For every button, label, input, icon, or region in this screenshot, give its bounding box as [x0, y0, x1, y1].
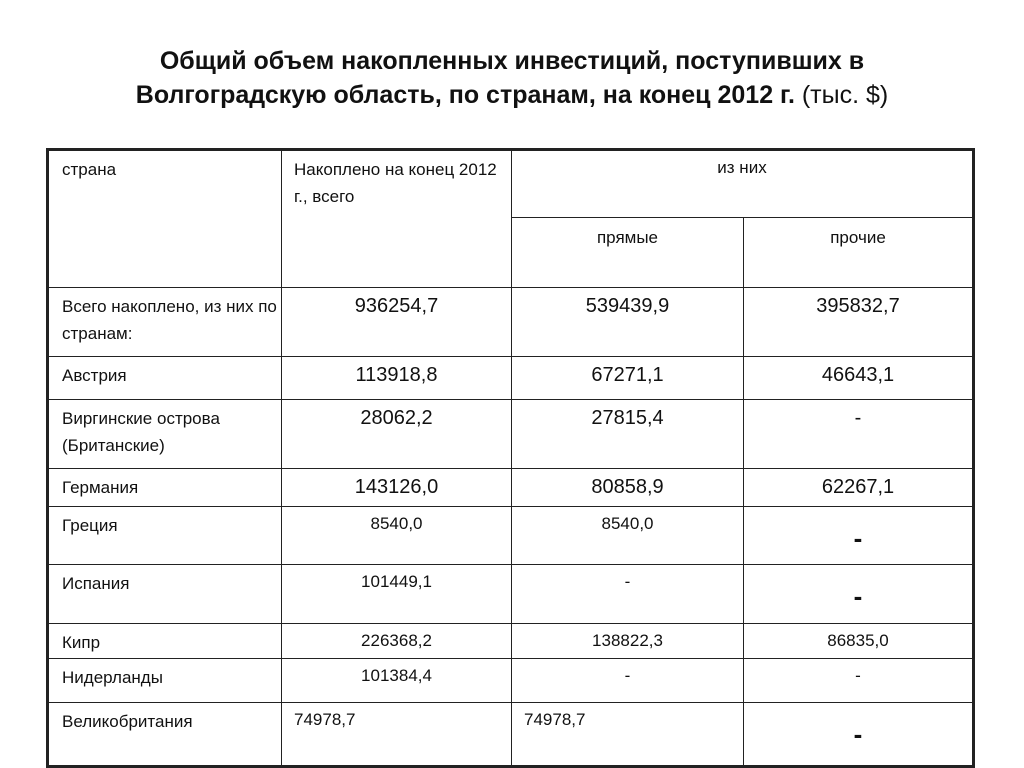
cell-direct: -	[512, 565, 744, 624]
cell-other: 62267,1	[744, 469, 974, 507]
cell-other: -	[744, 659, 974, 703]
cell-other: -	[744, 507, 974, 565]
table-row	[48, 400, 974, 469]
cell-total: 101384,4	[282, 659, 512, 703]
cell-other: 86835,0	[744, 624, 974, 659]
cell-other: -	[744, 400, 974, 469]
cell-other: -	[744, 565, 974, 624]
investment-table	[46, 148, 975, 768]
cell-total: 8540,0	[282, 507, 512, 565]
cell-direct: 138822,3	[512, 624, 744, 659]
cell-country: Нидерланды	[48, 659, 282, 703]
cell-other: 46643,1	[744, 357, 974, 400]
cell-total: 74978,7	[282, 703, 512, 767]
cell-country: Всего накоплено, из них по странам:	[48, 288, 282, 357]
cell-total: 936254,7	[282, 288, 512, 357]
header-direct: прямые	[512, 218, 744, 288]
title-unit: (тыс. $)	[801, 81, 889, 109]
header-country: страна	[48, 150, 282, 288]
cell-direct: 74978,7	[512, 703, 744, 767]
cell-total: 101449,1	[282, 565, 512, 624]
table-row	[48, 469, 974, 507]
cell-direct: 67271,1	[512, 357, 744, 400]
table-row	[48, 357, 974, 400]
table-row	[48, 507, 974, 565]
cell-direct: -	[512, 659, 744, 703]
cell-country: Греция	[48, 507, 282, 565]
header-other: прочие	[744, 218, 974, 288]
table-row	[48, 659, 974, 703]
table-row	[48, 703, 974, 767]
title-line-2: Волгоградскую область, по странам, на конец 2012 г.	[135, 81, 795, 109]
cell-total: 113918,8	[282, 357, 512, 400]
header-total: Накоплено на конец 2012 г., всего	[282, 150, 512, 288]
cell-country: Австрия	[48, 357, 282, 400]
cell-total: 143126,0	[282, 469, 512, 507]
page-title	[0, 44, 1024, 112]
cell-direct: 8540,0	[512, 507, 744, 565]
cell-other: 395832,7	[744, 288, 974, 357]
cell-total: 28062,2	[282, 400, 512, 469]
table-row	[48, 624, 974, 659]
cell-country: Виргинские острова (Британские)	[48, 400, 282, 469]
cell-direct: 80858,9	[512, 469, 744, 507]
cell-country: Германия	[48, 469, 282, 507]
cell-country: Великобритания	[48, 703, 282, 767]
cell-other: -	[744, 703, 974, 767]
title-line-1: Общий объем накопленных инвестиций, поступивших в	[159, 47, 865, 75]
header-of-which: из них	[512, 150, 974, 218]
table-row	[48, 288, 974, 357]
cell-country: Кипр	[48, 624, 282, 659]
cell-total: 226368,2	[282, 624, 512, 659]
cell-country: Испания	[48, 565, 282, 624]
cell-direct: 539439,9	[512, 288, 744, 357]
cell-direct: 27815,4	[512, 400, 744, 469]
table-row	[48, 565, 974, 624]
